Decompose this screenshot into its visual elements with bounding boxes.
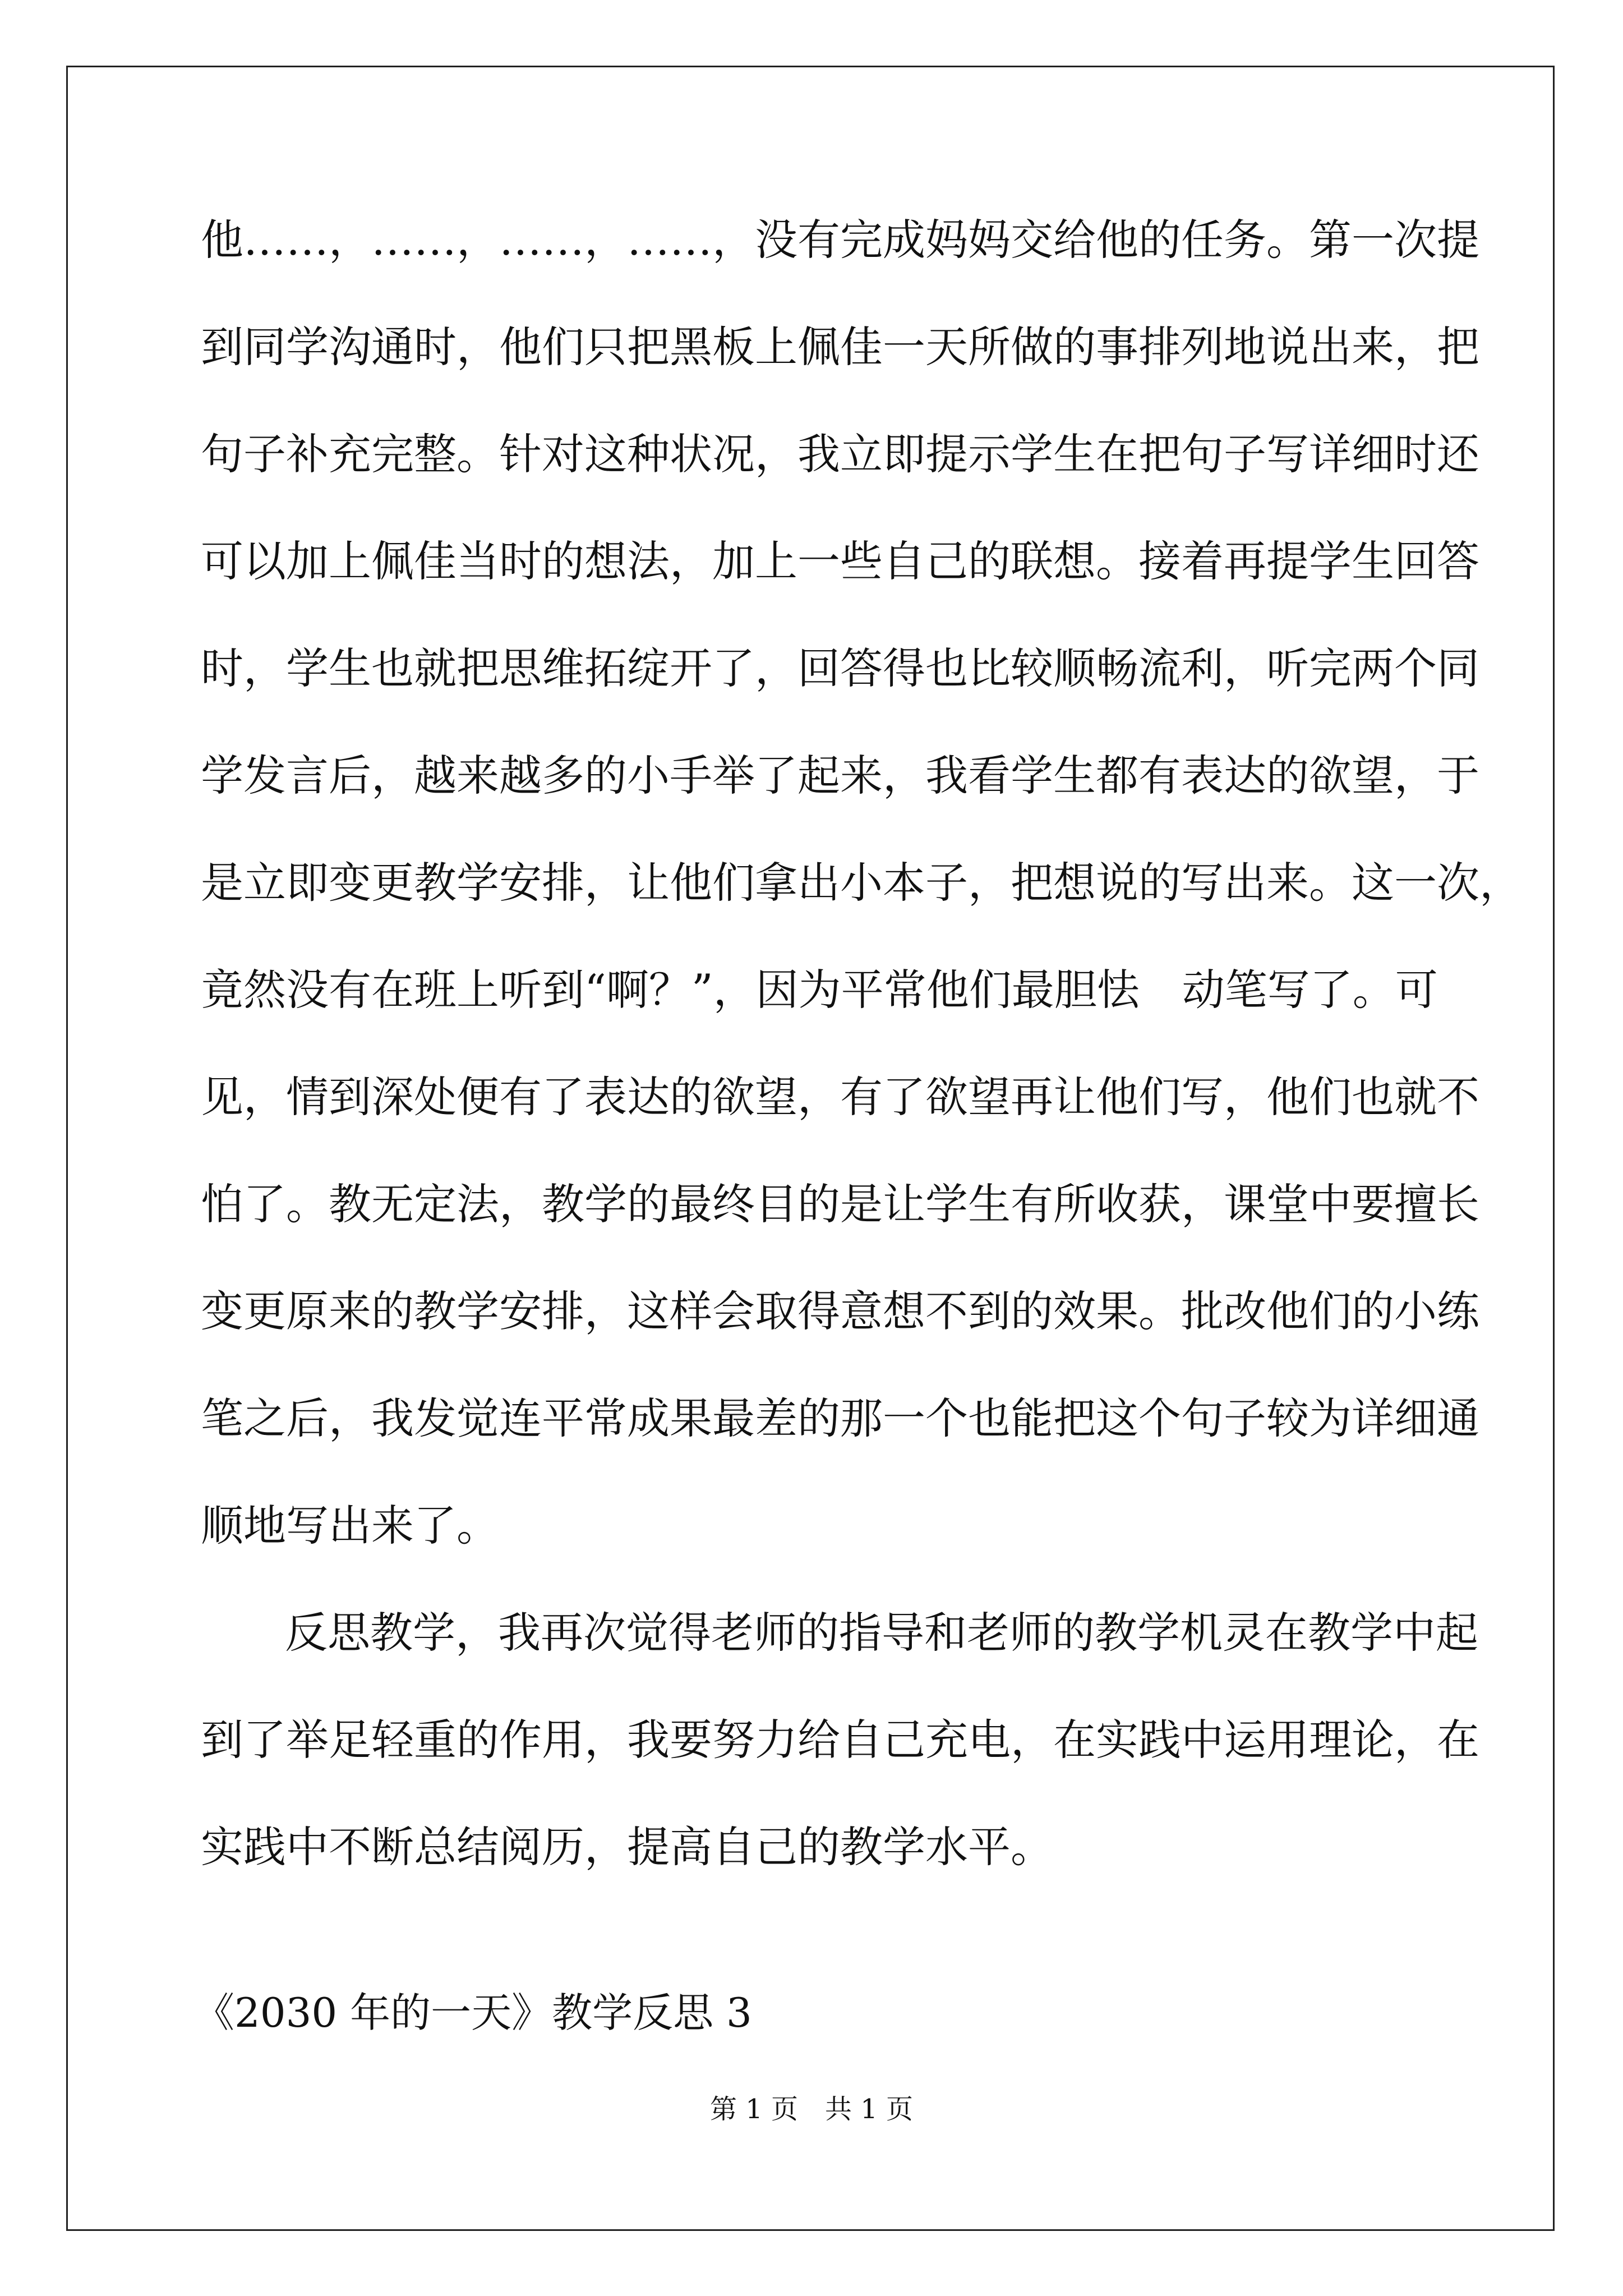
paragraph-2-line-1: 反思教学，我再次觉得老师的指导和老师的教学机灵在教学中起 — [285, 1608, 1478, 1658]
paragraph-1-line-10: 怕了。教无定法，教学的最终目的是让学生有所收获，课堂中要擅长 — [201, 1179, 1479, 1229]
paragraph-1-line-8: 竟然没有在班上听到“啊？”，因为平常他们最胆怯 动笔写了。可 — [201, 965, 1438, 1015]
page-footer: 第 1 页 共 1 页 — [709, 2093, 914, 2125]
paragraph-2-line-2: 到了举足轻重的作用，我要努力给自己充电，在实践中运用理论，在 — [201, 1715, 1479, 1765]
paragraph-1-line-1: 他……，……，……，……，没有完成妈妈交给他的任务。第一次提 — [201, 215, 1479, 265]
paragraph-1-line-11: 变更原来的教学安排，这样会取得意想不到的效果。批改他们的小练 — [201, 1286, 1479, 1336]
paragraph-1-line-13: 顺地写出来了。 — [201, 1501, 499, 1550]
paragraph-1-line-6: 学发言后，越来越多的小手举了起来，我看学生都有表达的欲望，于 — [201, 751, 1479, 800]
document-body — [201, 213, 1522, 1927]
section-heading: 《2030 年的一天》教学反思 3 — [194, 1989, 752, 2036]
paragraph-1-line-4: 可以加上佩佳当时的想法，加上一些自己的联想。接着再提学生回答 — [201, 536, 1479, 586]
paragraph-1-line-9: 见，情到深处便有了表达的欲望，有了欲望再让他们写，他们也就不 — [201, 1072, 1479, 1122]
paragraph-1-line-2: 到同学沟通时，他们只把黑板上佩佳一天所做的事排列地说出来，把 — [201, 322, 1479, 372]
paragraph-1-line-7: 是立即变更教学安排，让他们拿出小本子，把想说的写出来。这一次， — [201, 858, 1522, 908]
paragraph-1-line-3: 句子补充完整。针对这种状况，我立即提示学生在把句子写详细时还 — [201, 429, 1479, 479]
paragraph-1-line-12: 笔之后，我发觉连平常成果最差的那一个也能把这个句子较为详细通 — [201, 1393, 1479, 1443]
paragraph-1-line-5: 时，学生也就把思维拓绽开了，回答得也比较顺畅流利，听完两个同 — [201, 643, 1479, 693]
paragraph-2-line-3: 实践中不断总结阅历，提高自己的教学水平。 — [201, 1822, 1053, 1872]
